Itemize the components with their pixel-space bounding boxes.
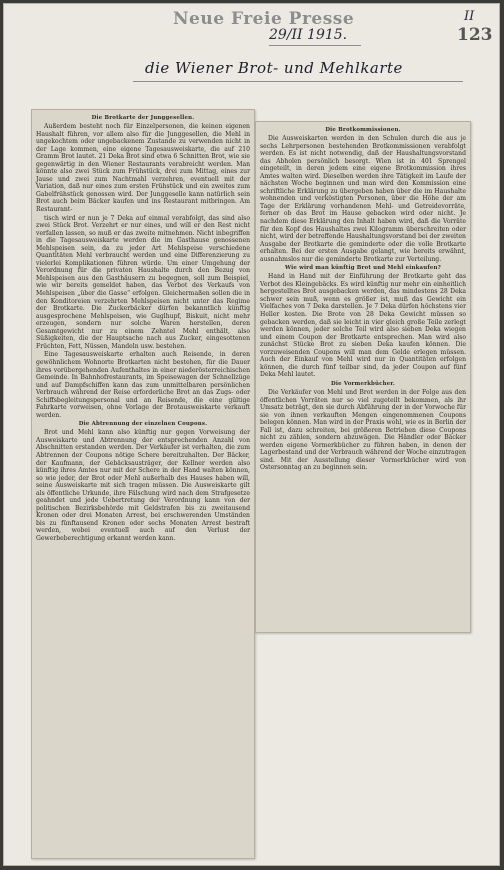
section-heading: Wie wird man künftig Brot und Mehl einkaufen?	[284, 265, 441, 272]
left-column	[32, 110, 254, 547]
paragraph: tisch wird er nun je 7 Deka auf einmal verabfolgt, das sind also zwei Stück Brot. Verzehrt er nur eines, und will er den Rest nicht verfallen lassen, so muß er das zweite mitnehmen. Nicht inbegriffen in die Tagesausweiskarte werden die im Gasthause genossenen Mehlspeisen sein, da zu jeder Art Mehlspeise verschiedene Quantitäten Mehl verbraucht werden und eine Differenzierung zu vielerlei Komplikationen führen würde. Um einer Umgehung der Verordnung für die privaten Haushalte durch den Bezug von Mehlspeisen aus den Gasthäusern zu begegnen, soll zum Beispiel, wie wir bereits gemeldet haben, das Verbot des Verkaufs von Mehlspeisen „über die Gasse“ erfolgen. Gleichermaßen sollen die in den Konditoreien verzehrten Mehlspeisen nicht unter das Regime der Brotkarte. Die Zuckerbäcker dürfen bekanntlich künftig ausgesprochene Mehlspeisen, wie Guglhupf, Biskuit, nicht mehr erzeugen, sondern nur solche Waren herstellen, deren Gesamtgewicht nur zu einem Zehntel Mehl enthält, also Süßigkeiten, die der Hauptsache nach aus Zucker, eingesottenen Früchten, Fett, Nüssen, Mandeln usw. bestehen.	[36, 214, 250, 350]
section-heading: Die Abtrennung der einzelnen Coupons.	[78, 421, 208, 428]
subject-underline	[133, 81, 463, 82]
handwritten-date: 29/II 1915.	[269, 27, 348, 43]
newspaper-clipping-right	[255, 121, 471, 633]
newspaper-masthead: Neue Freie Presse	[173, 9, 355, 29]
newspaper-clipping-left	[31, 109, 255, 859]
section-heading: Die Brotkommissionen.	[325, 127, 401, 133]
paragraph: Außerdem besteht noch für Einzelpersonen, die keinen eigenen Haushalt führen, vor allem also für die Junggesellen, die Mehl in ungekochtem oder ungebackenem Zustande zu verwenden nicht in der Lage kommen, eine eigene Tagesausweiskarte, die auf 210 Gramm Brot lautet. 21 Deka Brot sind etwa 6 Schnitten Brot, wie sie gegenwärtig in den Wiener Restaurants verabreicht werden. Man könnte also zwei Stück zum Frühstück, drei zum Mittag, eines zur Jause und zwei zum Nachtmahl verzehren, eventuell mit der Variation, daß nur eines zum ersten Frühstück und ein zweites zum Gabelfrühstück genossen wird. Der Junggeselle kann natürlich sein Brot auch beim Bäcker kaufen und ins Restaurant mitbringen. Am Restaurant-	[36, 123, 250, 214]
page-number: 123	[457, 25, 493, 45]
paragraph: Eine Tagesausweiskarte erhalten auch Reisende, in deren gewöhnlichem Wohnorte Brotkarten nicht bestehen, für die Dauer ihres vorübergehenden Aufenthaltes in einer niederösterreichischen Gemeinde. In Bahnhofrestaurants, im Speisewagen der Schnellzüge und auf Dampfschiffen kann das zum unmittelbaren persönlichen Verbrauch während der Reise erforderliche Brot an das Zugs- oder Schiffsbegleitungspersonal und an Reisende, die eine gültige Fahrkarte vorweisen, ohne Vorlage der Brotausweiskarte verkauft werden.	[36, 351, 250, 419]
section-heading: Die Brotkarte der Junggesellen.	[91, 115, 195, 121]
section-heading: Die Vormerkbücher.	[330, 380, 395, 387]
handwritten-subject: die Wiener Brot- und Mehlkarte	[145, 59, 403, 77]
archive-sheet	[3, 3, 500, 866]
handwritten-roman-numeral: II	[464, 9, 475, 24]
paragraph: Die Verkäufer von Mehl und Brot werden in der Folge aus den öffentlichen Vorräten nur so viel zugeteilt bekommen, als ihr Umsatz beträgt, den sie durch Abführung der in der Vorwoche für sie von ihnen verkauften Mengen eingenommenen Coupons belegen können. Man wird in der Praxis wohl, wie es in Berlin der Fall ist, dazu schreiten, bei größeren Betrieben diese Coupons nicht zu zählen, sondern abzuwägen. Die Händler oder Bäcker werden eigene Vormerkbücher zu führen haben, in denen der Lagerbestand und der Verbrauch während der Woche einzutragen sind. Mit der Ausstellung dieser Vormerkbücher wird von Ostersonntag an zu beginnen sein.	[260, 388, 466, 472]
paragraph: Die Ausweiskarten werden in den Schulen durch die aus je sechs Lehrpersonen bestehenden Brotkommissionen verabfolgt werden. Es ist nicht notwendig, daß der Haushaltungsvorstand das Abholen persönlich besorgt. Wien ist in 401 Sprengel eingeteilt, in deren jedem eine eigene Brotkommission ihres Amtes walten wird. Dieselben werden ihre Tätigkeit im Laufe der nächsten Woche beginnen und man wird den Kommission eine schriftliche Erklärung zu übergeben haben über die im Haushalte wohnenden und verköstigten Personen, über die Höhe der am Tage der Erklärung vorhandenen Mehl- und Getreidevorräte, ferner ob das Brot im Hause gebacken wird oder nicht. Je nachdem diese Erklärung den Inhalt haben wird, daß die Vorräte für den Kopf des Haushaltes zwei Kilogramm überschreiten oder nicht, wird der betreffende Haushaltungsvorstand bei der zweiten Ausgabe der Brotkarte die geminderte oder die volle Brotkarte erhalten. Bei der ersten Ausgabe gelangt, wie bereits erwähnt, ausnahmslos nur die geminderte Brotkarte zur Verteilung.	[260, 135, 466, 263]
paragraph: Hand in Hand mit der Einführung der Brotkarte geht das Verbot des Kleingebäcks. Es wird künftig nur mehr ein einheitlich hergestelltes Brot ausgebacken werden, das mindestens 28 Deka schwer sein muß, wenn es größer ist, muß das Gewicht ein Vielfaches von 7 Deka darstellen. Je 7 Deka dürfen höchstens vier Heller kosten. Die Brote von 28 Deka Gewicht müssen so gebacken werden, daß sie leicht in vier gleich große Teile zerlegt werden können, jeder solche Teil wird also sieben Deka wiegen und einem Coupon der Brotkarte entsprechen. Man wird also zunächst Stücke Brot zu sieben Deka kaufen können. Die vorzuweisenden Coupons will man dem Gelde erlegen müssen. Auch der Einkauf von Mehl wird nur in Quantitäten erfolgen können, die durch fünf teilbar sind, da jeder Coupon auf fünf Deka Mehl lautet.	[260, 273, 466, 379]
paragraph: Brot und Mehl kann also künftig nur gegen Vorweisung der Ausweiskarte und Abtrennung der entsprechenden Anzahl von Abschnitten erstanden werden. Der Verkäufer ist verhalten, die zum Abtrennen der Coupons nötige Schere bereitzuhalten. Der Bäcker, der Kaufmann, der Gebäcksausträger, der Kellner werden also künftig ihres Amtes nur mit der Schere in der Hand walten können, so wie jeder, der Brot oder Mehl außerhalb des Hauses haben will, seine Ausweiskarte mit sich tragen müssen. Die Ausweiskarte gilt als öffentliche Urkunde, ihre Fälschung wird nach dem Strafgesetze geahndet und jede Uebertretung der Verordnung kann von der politischen Bezirksbehörde mit Geldstrafen bis zu zweitausend Kronen oder drei Monaten Arrest, bei erschwerenden Umständen bis zu fünftausend Kronen oder sechs Monaten Arrest bestraft werden, wobei eventuell auch auf den Verlust der Gewerbeberechtigung erkannt werden kann.	[36, 429, 250, 542]
date-underline	[269, 45, 361, 46]
right-column	[256, 122, 470, 476]
